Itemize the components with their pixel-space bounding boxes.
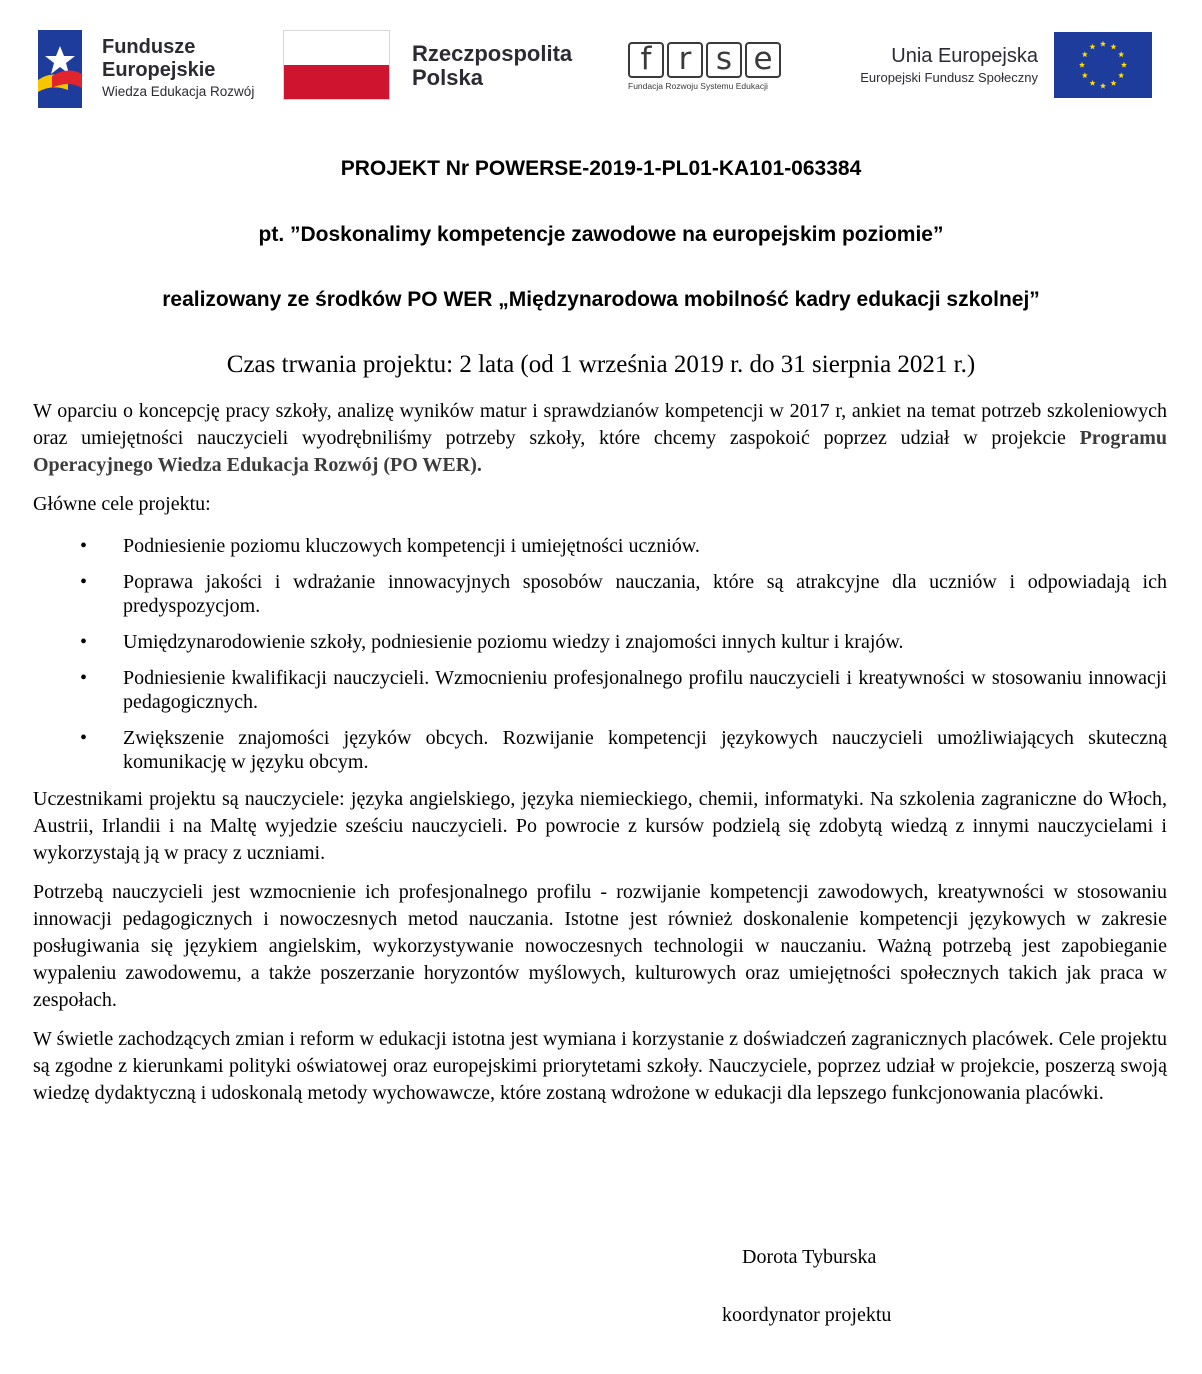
bullet-icon: • [80,571,88,593]
frse-letter: r [667,42,703,78]
intro-paragraph [33,398,1167,479]
rzeczpospolita-logo [412,42,572,90]
bullet-icon: • [80,631,88,653]
document-body [33,398,1167,1119]
unia-subtitle: Europejski Fundusz Społeczny [860,70,1038,85]
goal-text: Podniesienie poziomu kluczowych kompetencji i umiejętności uczniów. [123,535,700,557]
fundusze-subtitle: Wiedza Edukacja Rozwój [102,84,255,99]
funding-heading: realizowany ze środków PO WER „Międzynarodowa mobilność kadry edukacji szkolnej” [162,288,1040,311]
frse-logo [628,42,790,98]
goal-text: Podniesienie kwalifikacji nauczycieli. Wzmocnieniu profesjonalnego profilu nauczycieli i kreatywności w stosowaniu innowacji pedagogicznych. [123,667,1167,713]
frse-letter: f [628,42,664,78]
unia-europejska-logo [828,44,1038,88]
fundusze-star-icon [38,30,82,108]
fundusze-europejskie-logo [38,30,288,110]
list-item [33,726,1167,774]
intro-text: W oparciu o koncepcję pracy szkoły, analizę wyników matur i sprawdzianów kompetencji w 2017 r, ankiet na temat potrzeb szkoleniowych oraz umiejętności nauczycieli wyodrębniliśmy potrzeby szkoły, które chcemy zaspokoić poprzez udział w projekcie [33,400,1167,449]
fundusze-name-line2: Europejskie [102,59,216,81]
intro-program-name: Programu Operacyjnego Wiedza Edukacja Rozwój (PO WER). [33,427,1167,476]
unia-name: Unia Europejska [891,45,1038,67]
project-title-heading: pt. ”Doskonalimy kompetencje zawodowe na europejskim poziomie” [258,223,944,246]
list-item [33,534,1167,558]
fundusze-text [102,36,254,102]
logo-bar [0,0,1202,120]
project-number-heading: PROJEKT Nr POWERSE-2019-1-PL01-KA101-063384 [340,157,862,180]
rzeczpospolita-line2: Polska [412,65,483,90]
signature-name: Dorota Tyburska [742,1246,877,1268]
list-item [33,570,1167,618]
frse-subtitle: Fundacja Rozwoju Systemu Edukacji [628,81,768,91]
project-duration: Czas trwania projektu: 2 lata (od 1 września 2019 r. do 31 sierpnia 2021 r.) [226,351,976,378]
participants-paragraph: Uczestnikami projektu są nauczyciele: języka angielskiego, języka niemieckiego, chemii, informatyki. Na szkolenia zagraniczne do Włoch, Austrii, Irlandii i na Maltę wyjedzie sześciu nauczycieli. Po powrocie z kursów podzielą się zdobytą wiedzą z innymi nauczycielami i wykorzystają ją w pracy z uczniami. [33,788,1167,864]
list-item [33,630,1167,654]
goal-text: Poprawa jakości i wdrażanie innowacyjnych sposobów nauczania, które są atrakcyjne dla uczniów i odpowiadają ich predyspozycjom. [123,571,1167,617]
frse-letter: s [706,42,742,78]
list-item [33,666,1167,714]
goal-text: Umiędzynarodowienie szkoły, podniesienie poziomu wiedzy i znajomości innych kultur i krajów. [123,631,904,653]
conclusion-paragraph: W świetle zachodzących zmian i reform w edukacji istotna jest wymiana i korzystanie z doświadczeń zagranicznych placówek. Cele projektu są zgodne z kierunkami polityki oświatowej oraz europejskimi priorytetami szkoły. Nauczyciele, poprzez udział w projekcie, poszerzą swoją wiedzę dydaktyczną i udoskonalą metody wychowawcze, które zostaną wdrożone w edukacji dla lepszego funkcjonowania placówki. [33,1028,1167,1104]
polish-flag-icon [283,30,390,100]
eu-flag-icon [1054,32,1152,98]
needs-paragraph: Potrzebą nauczycieli jest wzmocnienie ich profesjonalnego profilu - rozwijanie kompetencji zawodowych, kreatywności w stosowaniu innowacji pedagogicznych i nowoczesnych metod nauczania. Istotne jest również doskonalenie kompetencji językowych w zakresie posługiwania się językiem angielskim, wykorzystywanie nowoczesnych technologii w nauczaniu. Ważną potrzebą jest zapobieganie wypaleniu zawodowemu, a także poszerzanie horyzontów myślowych, kulturowych oraz umiejętności społecznych takich jak praca w zespołach. [33,881,1167,1011]
frse-letter: e [745,42,781,78]
bullet-icon: • [80,667,88,689]
goals-list [33,534,1167,774]
goal-text: Zwiększenie znajomości języków obcych. Rozwijanie kompetencji językowych nauczycieli umożliwiających skuteczną komunikację w języku obcym. [123,727,1167,773]
rzeczpospolita-line1: Rzeczpospolita [412,41,573,66]
bullet-icon: • [80,727,88,749]
signature-role: koordynator projektu [722,1304,892,1326]
goals-heading: Główne cele projektu: [33,493,211,515]
bullet-icon: • [80,535,88,557]
fundusze-name-line1: Fundusze [102,36,196,58]
